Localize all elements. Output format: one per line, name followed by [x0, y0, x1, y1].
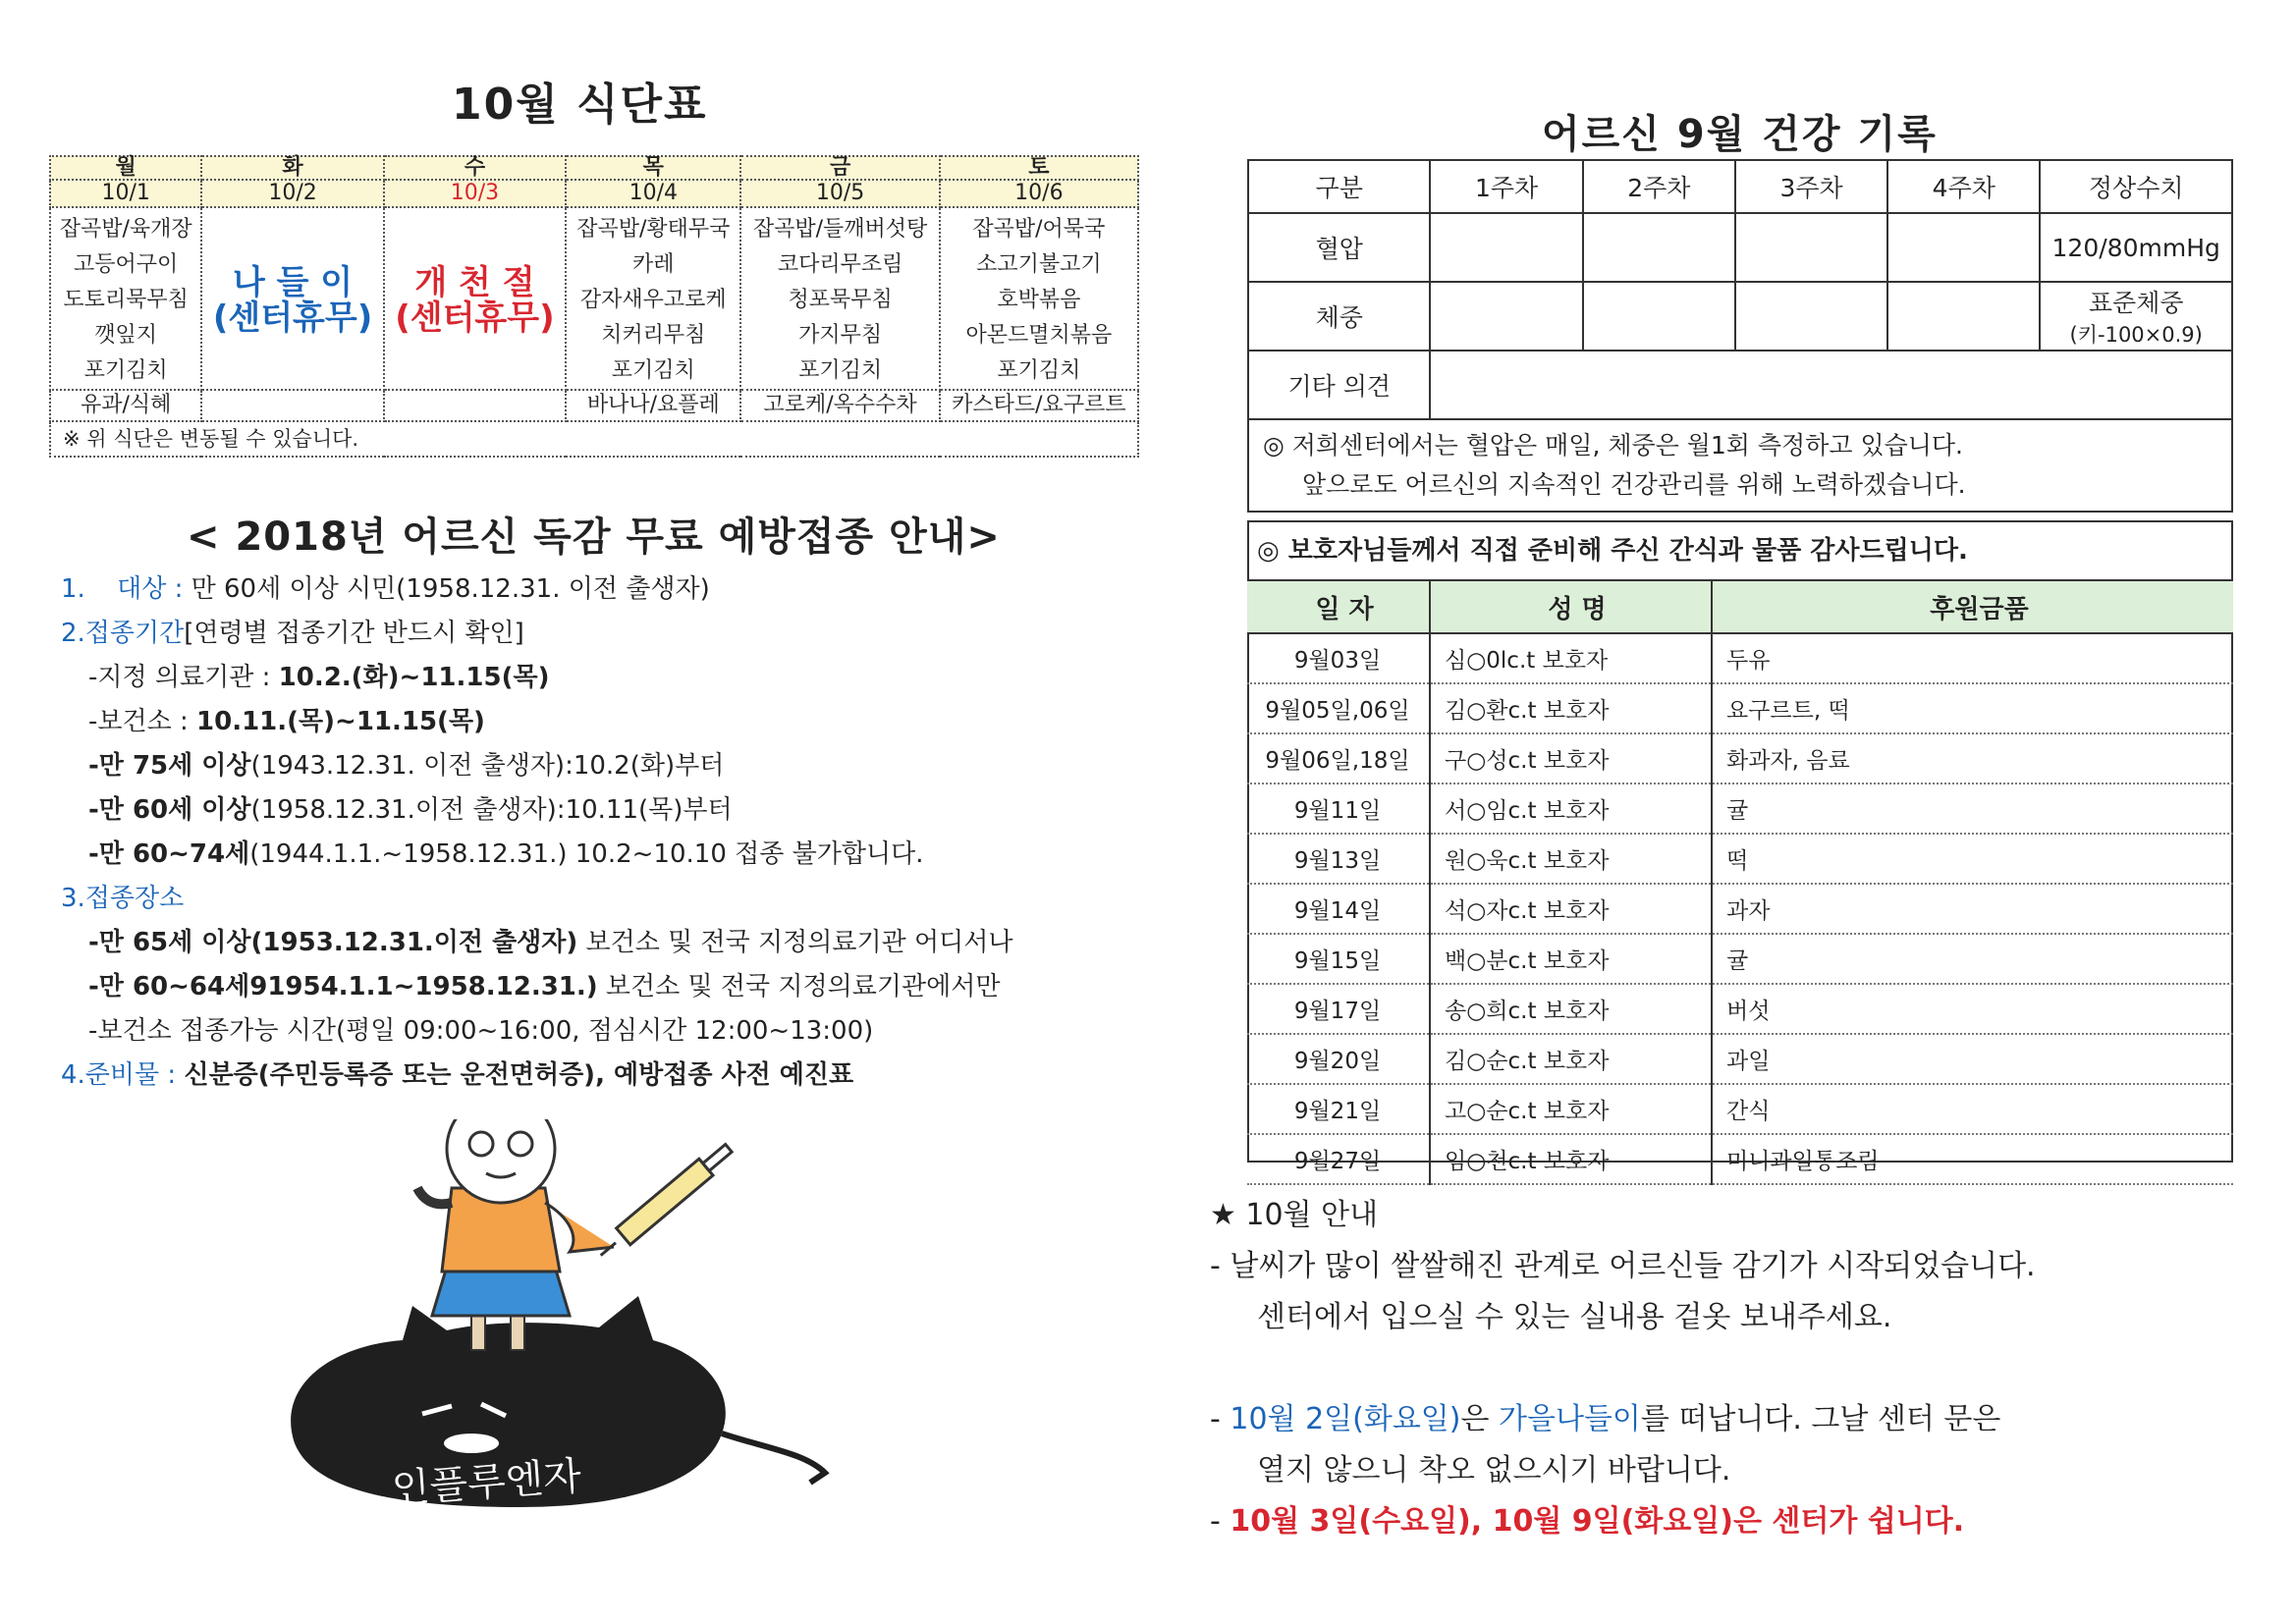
- donor-name: 김○환c.t 보호자: [1430, 683, 1712, 733]
- menu-item: 아몬드멸치볶음: [965, 323, 1113, 348]
- menu-item: 고등어구이: [74, 252, 179, 277]
- donor-date: 9월15일: [1247, 934, 1430, 984]
- date-fri: 10/5: [740, 180, 939, 207]
- flu-line-12: [61, 1054, 1141, 1098]
- date-thu: 10/4: [566, 180, 740, 207]
- virus-label: 인플루엔자: [390, 1453, 583, 1512]
- snack-wed: [384, 390, 566, 421]
- menu-item: 카레: [632, 252, 675, 277]
- menu-note: ※ 위 식단은 변동될 수 있습니다.: [50, 421, 1138, 457]
- date-wed: 10/3: [384, 180, 566, 207]
- donor-date: 9월13일: [1247, 834, 1430, 884]
- oct-closed-highlight: 10월 3일(수요일), 10월 9일(화요일)은 센터가 쉽니다.: [1230, 1504, 1965, 1539]
- flu-text-bold: -만 60~74세: [88, 839, 250, 869]
- donor-date: 9월21일: [1247, 1084, 1430, 1134]
- weight-week: [1887, 282, 2040, 351]
- october-line-4: 열지 않으니 착오 없으시기 바랍니다.: [1257, 1453, 1731, 1488]
- day-tue: 화: [201, 156, 383, 180]
- health-header: 4주차: [1887, 160, 2040, 213]
- weight-week: [1583, 282, 1735, 351]
- weight-week: [1430, 282, 1582, 351]
- donor-date: 9월03일: [1247, 633, 1430, 683]
- menu-item: 도토리묵무침: [63, 288, 189, 312]
- donor-date: 9월11일: [1247, 784, 1430, 834]
- menu-item: 잡곡밥/육개장: [59, 217, 192, 242]
- date-mon: 10/1: [50, 180, 201, 207]
- weight-week: [1735, 282, 1887, 351]
- day-mon: 월: [50, 156, 201, 180]
- oct-text: -: [1210, 1402, 1230, 1436]
- holiday-sub: (센터휴무): [395, 298, 555, 338]
- menu-tue-holiday: [201, 207, 383, 390]
- donor-name: 원○욱c.t 보호자: [1430, 834, 1712, 884]
- donor-date: 9월20일: [1247, 1034, 1430, 1084]
- menu-fri: [740, 207, 939, 390]
- menu-wed-holiday: [384, 207, 566, 390]
- donor-name: 심○0lc.t 보호자: [1430, 633, 1712, 683]
- donor-table: [1247, 579, 2233, 1185]
- menu-item: 소고기불고기: [976, 252, 1102, 277]
- snack-thu: 바나나/요플레: [566, 390, 740, 421]
- bp-week: [1430, 213, 1582, 282]
- oct-date-highlight: 10월 2일(화요일): [1230, 1402, 1461, 1436]
- donor-date: 9월06일,18일: [1247, 733, 1430, 784]
- october-line-3: [1210, 1394, 2270, 1445]
- october-line-2: 센터에서 입으실 수 있는 실내용 겉옷 보내주세요.: [1257, 1300, 1892, 1334]
- donor-row: [1247, 884, 2233, 934]
- flu-text-bold: -만 60세 이상: [88, 795, 251, 825]
- donor-name: 구○성c.t 보호자: [1430, 733, 1712, 784]
- snack-sat: 카스타드/요구르트: [940, 390, 1138, 421]
- health-note-1: ◎ 저희센터에서는 혈압은 매일, 체중은 월1회 측정하고 있습니다.: [1263, 431, 1963, 460]
- menu-item: 코다리무조림: [777, 252, 903, 277]
- flu-text: -지정 의료기관 :: [88, 663, 279, 692]
- bp-normal: 120/80mmHg: [2040, 213, 2232, 282]
- flu-text-bold: 신분증(주민등록증 또는 운전면허증), 예방접종 사전 예진표: [184, 1060, 854, 1090]
- flu-text: 보건소 및 전국 지정의료기관에서만: [597, 972, 1001, 1001]
- menu-item: 잡곡밥/들깨버섯탕: [752, 217, 928, 242]
- weight-normal-label: 표준체중: [2088, 289, 2184, 317]
- donor-row: [1247, 1034, 2233, 1084]
- flu-text-bold: -만 60~64세91954.1.1~1958.12.31.): [88, 972, 598, 1001]
- flu-text: 만 60세 이상 시민(1958.12.31. 이전 출생자): [191, 574, 710, 604]
- donor-row: [1247, 934, 2233, 984]
- etc-label: 기타 의견: [1248, 351, 1430, 419]
- october-notice: [1210, 1190, 2270, 1547]
- donor-item: 화과자, 음료: [1712, 733, 2233, 784]
- date-tue: 10/2: [201, 180, 383, 207]
- health-header: 1주차: [1430, 160, 1582, 213]
- donor-date: 9월05일,06일: [1247, 683, 1430, 733]
- health-note: [1248, 419, 2232, 512]
- day-fri: 금: [740, 156, 939, 180]
- health-note-2: 앞으로도 어르신의 지속적인 건강관리를 위해 노력하겠습니다.: [1302, 470, 1966, 499]
- menu-title: 10월 식단표: [452, 80, 708, 130]
- menu-mon: [50, 207, 201, 390]
- october-line-1: - 날씨가 많이 쌀쌀해진 관계로 어르신들 감기가 시작되었습니다.: [1210, 1249, 2036, 1283]
- date-sat: 10/6: [940, 180, 1138, 207]
- donor-item: 귤: [1712, 934, 2233, 984]
- weight-normal: [2040, 282, 2232, 351]
- day-thu: 목: [566, 156, 740, 180]
- menu-item: 청포묵무침: [788, 288, 893, 312]
- flu-line-3: [61, 656, 1141, 700]
- flu-line-5: [61, 744, 1141, 788]
- donor-item: 미니과일통조림: [1712, 1134, 2233, 1184]
- flu-text-bold: -만 75세 이상: [88, 751, 251, 781]
- flu-line-6: [61, 788, 1141, 833]
- october-line-5: [1210, 1496, 2270, 1547]
- weight-label: 체중: [1248, 282, 1430, 351]
- bp-week: [1583, 213, 1735, 282]
- donor-row: [1247, 1134, 2233, 1184]
- flu-text-bold: 10.2.(화)~11.15(목): [278, 663, 550, 692]
- menu-item: 감자새우고로케: [579, 288, 727, 312]
- flu-text: [연령별 접종기간 반드시 확인]: [184, 619, 524, 648]
- donor-row: [1247, 784, 2233, 834]
- donor-item: 과자: [1712, 884, 2233, 934]
- donor-header: 일 자: [1247, 580, 1430, 633]
- menu-item: 치커리무침: [601, 323, 706, 348]
- bp-week: [1887, 213, 2040, 282]
- donor-row: [1247, 1084, 2233, 1134]
- flu-line-9: [61, 921, 1141, 965]
- oct-text: 를 떠납니다. 그날 센터 문은: [1640, 1402, 2001, 1436]
- donor-name: 석○자c.t 보호자: [1430, 884, 1712, 934]
- donor-name: 고○순c.t 보호자: [1430, 1084, 1712, 1134]
- day-wed: 수: [384, 156, 566, 180]
- donor-item: 귤: [1712, 784, 2233, 834]
- flu-line-7: [61, 833, 1141, 877]
- flu-list: [61, 568, 1141, 1098]
- donor-row: [1247, 733, 2233, 784]
- donor-name: 서○임c.t 보호자: [1430, 784, 1712, 834]
- donor-date: 9월17일: [1247, 984, 1430, 1034]
- donor-header: 후원금품: [1712, 580, 2233, 633]
- etc-value: [1430, 351, 2232, 419]
- menu-thu: [566, 207, 740, 390]
- donor-row: [1247, 633, 2233, 683]
- donor-name: 송○희c.t 보호자: [1430, 984, 1712, 1034]
- weight-normal-formula: (키-100×0.9): [2069, 323, 2203, 347]
- flu-text: (1944.1.1.~1958.12.31.) 10.2~10.10 접종 불가합니다.: [249, 839, 924, 869]
- menu-sat: [940, 207, 1138, 390]
- health-header: 2주차: [1583, 160, 1735, 213]
- donor-row: [1247, 984, 2233, 1034]
- menu-table: [49, 155, 1139, 458]
- menu-item: 포기김치: [798, 358, 883, 383]
- flu-text: -보건소 :: [88, 707, 197, 736]
- menu-item: 포기김치: [611, 358, 695, 383]
- donor-item: 두유: [1712, 633, 2233, 683]
- menu-item: 잡곡밥/황태무국: [576, 217, 731, 242]
- flu-text: (1943.12.31. 이전 출생자):10.2(화)부터: [250, 751, 725, 781]
- holiday-label: 개 천 절: [414, 263, 535, 302]
- holiday-label: 나 들 이: [232, 263, 354, 302]
- flu-label: 2.접종기간: [61, 619, 185, 648]
- donor-item: 과일: [1712, 1034, 2233, 1084]
- flu-line-1: [61, 568, 1141, 612]
- menu-item: 포기김치: [997, 358, 1081, 383]
- donor-heading: ◎ 보호자님들께서 직접 준비해 주신 간식과 물품 감사드립니다.: [1257, 536, 1968, 566]
- donor-item: 버섯: [1712, 984, 2233, 1034]
- snack-fri: 고로케/옥수수차: [740, 390, 939, 421]
- menu-item: 깻잎지: [94, 323, 158, 348]
- menu-item: 호박볶음: [997, 288, 1081, 312]
- health-header: 정상수치: [2040, 160, 2232, 213]
- health-title: 어르신 9월 건강 기록: [1542, 112, 1938, 157]
- flu-text-bold: 10.11.(목)~11.15(목): [196, 707, 485, 736]
- snack-tue: [201, 390, 383, 421]
- menu-item: 가지무침: [798, 323, 883, 348]
- donor-name: 백○분c.t 보호자: [1430, 934, 1712, 984]
- october-spacer: [1210, 1343, 2270, 1394]
- donor-item: 요구르트, 떡: [1712, 683, 2233, 733]
- flu-line-8: 3.접종장소: [61, 884, 185, 913]
- donor-item: 떡: [1712, 834, 2233, 884]
- flu-text: (1958.12.31.이전 출생자):10.11(목)부터: [250, 795, 733, 825]
- menu-item: 잡곡밥/어묵국: [972, 217, 1106, 242]
- bp-week: [1735, 213, 1887, 282]
- holiday-sub: (센터휴무): [212, 298, 373, 338]
- donor-date: 9월14일: [1247, 884, 1430, 934]
- flu-text: 보건소 및 전국 지정의료기관 어디서나: [577, 928, 1013, 957]
- oct-text: -: [1210, 1504, 1230, 1539]
- snack-mon: 유과/식혜: [50, 390, 201, 421]
- flu-line-4: [61, 700, 1141, 744]
- donor-row: [1247, 683, 2233, 733]
- october-heading: ★ 10월 안내: [1210, 1198, 1379, 1232]
- donor-item: 간식: [1712, 1084, 2233, 1134]
- day-sat: 토: [940, 156, 1138, 180]
- health-table: [1247, 159, 2233, 513]
- donor-date: 9월27일: [1247, 1134, 1430, 1184]
- donor-row: [1247, 834, 2233, 884]
- flu-line-11: -보건소 접종가능 시간(평일 09:00~16:00, 점심시간 12:00~13:00): [88, 1016, 874, 1046]
- flu-line-2: [61, 612, 1141, 656]
- menu-item: 포기김치: [83, 358, 168, 383]
- flu-title: < 2018년 어르신 독감 무료 예방접종 안내>: [187, 514, 1001, 560]
- flu-label: 대상 :: [117, 574, 191, 604]
- donor-name: 임○천c.t 보호자: [1430, 1134, 1712, 1184]
- oct-text: 은: [1460, 1402, 1500, 1436]
- flu-illustration: [275, 1119, 903, 1532]
- donor-header: 성 명: [1430, 580, 1712, 633]
- oct-event-highlight: 가을나들이: [1499, 1402, 1641, 1436]
- flu-text-bold: -만 65세 이상(1953.12.31.이전 출생자): [88, 928, 578, 957]
- bp-label: 혈압: [1248, 213, 1430, 282]
- flu-label: 4.준비물 :: [61, 1060, 185, 1090]
- flu-num: 1.: [61, 574, 85, 604]
- health-header: 구분: [1248, 160, 1430, 213]
- health-header: 3주차: [1735, 160, 1887, 213]
- flu-line-10: [61, 965, 1141, 1009]
- donor-name: 김○순c.t 보호자: [1430, 1034, 1712, 1084]
